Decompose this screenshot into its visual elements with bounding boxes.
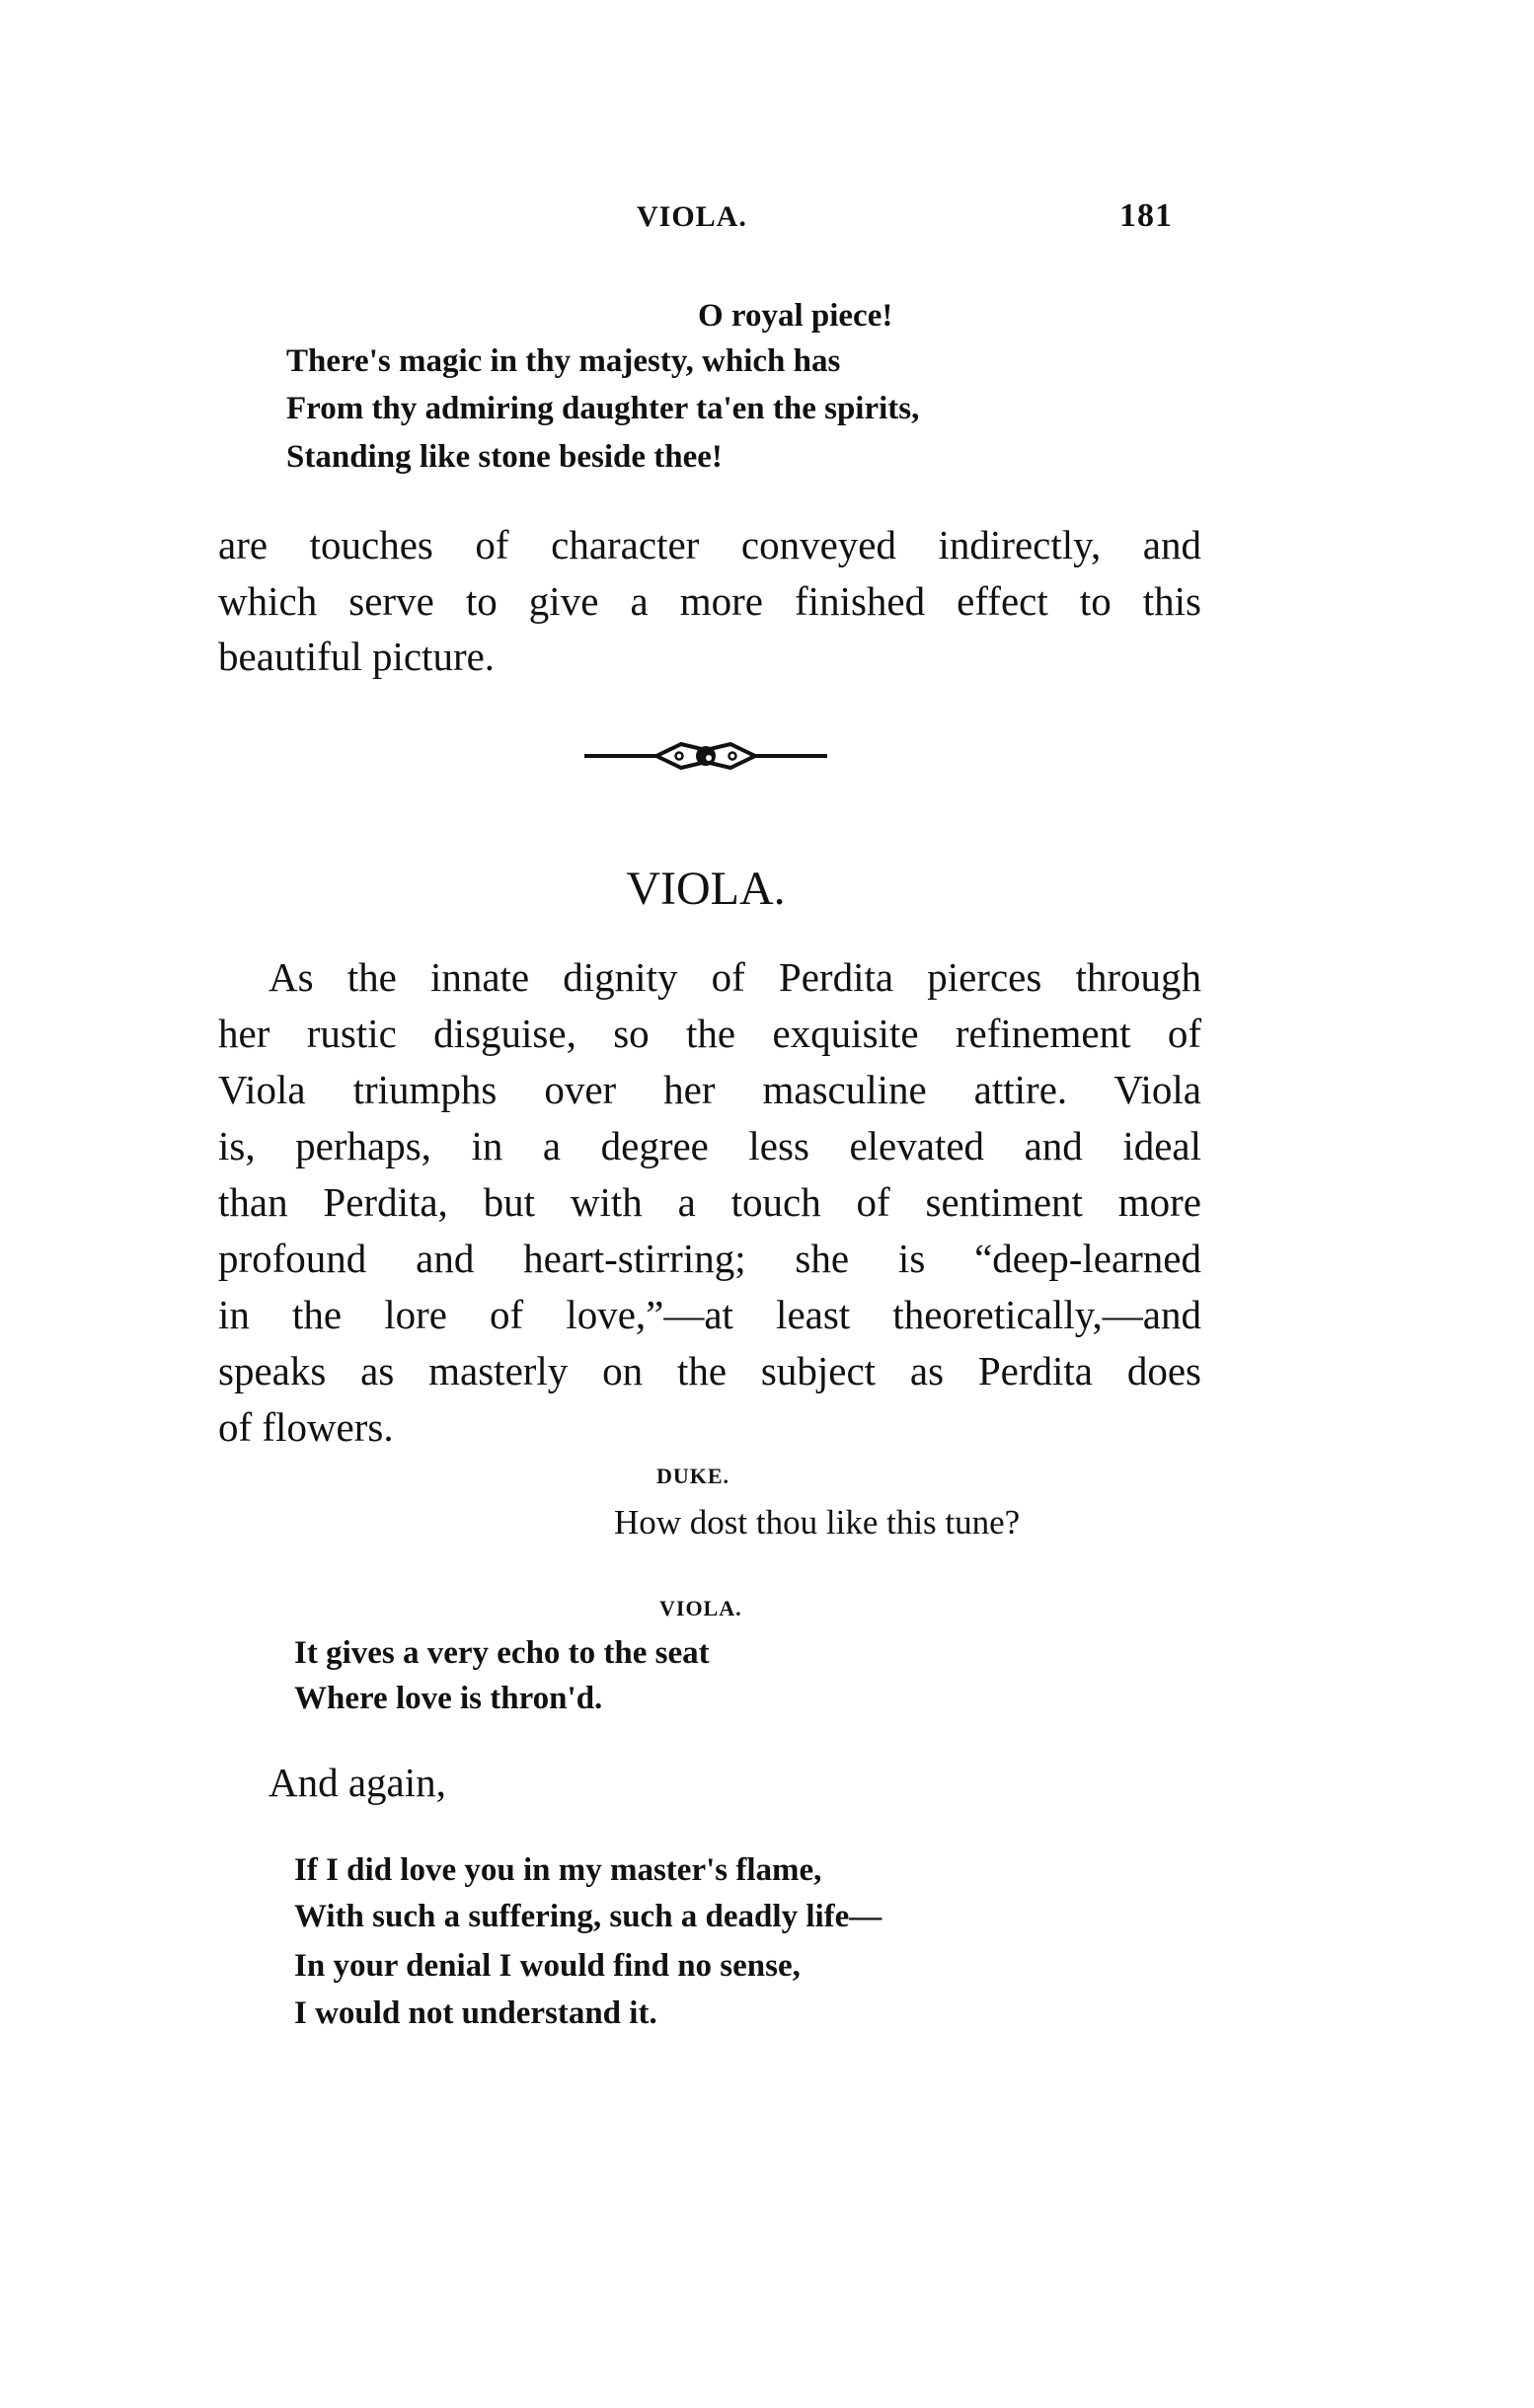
verse-line: How dost thou like this tune? <box>614 1503 1021 1542</box>
text-line: are touches of character conveyed indirectly, and <box>218 522 1201 567</box>
running-title: VIOLA. <box>637 200 747 233</box>
text-line: than Perdita, but with a touch of sentiment more <box>218 1179 1201 1225</box>
and-again-text: And again, <box>268 1760 446 1805</box>
page-number: 181 <box>1119 197 1173 234</box>
text-line: profound and heart-stirring; she is “deep-learned <box>218 1236 1201 1281</box>
text-line: As the innate dignity of Perdita pierces through <box>268 954 1201 1000</box>
verse-line: With such a suffering, such a deadly life— <box>294 1899 882 1934</box>
text-line: her rustic disguise, so the exquisite refinement of <box>218 1011 1201 1056</box>
section-title: VIOLA. <box>626 863 786 915</box>
speaker-name: DUKE. <box>656 1464 730 1488</box>
text-line: is, perhaps, in a degree less elevated and ideal <box>218 1123 1201 1168</box>
verse-line: In your denial I would find no sense, <box>294 1948 801 1984</box>
verse-line: Where love is thron'd. <box>294 1681 603 1716</box>
text-line: in the lore of love,”—at least theoretically,—and <box>218 1292 1201 1337</box>
verse-line: From thy admiring daughter ta'en the spirits, <box>286 391 920 426</box>
verse-line: It gives a very echo to the seat <box>294 1635 710 1671</box>
text-line: speaks as masterly on the subject as Perdita does <box>218 1348 1201 1393</box>
verse-line: If I did love you in my master's flame, <box>294 1852 822 1888</box>
verse-line: Standing like stone beside thee! <box>286 439 723 475</box>
verse-line: There's magic in thy majesty, which has <box>286 343 841 379</box>
ornament-divider-icon <box>582 738 829 774</box>
text-line: which serve to give a more finished effect to this <box>218 578 1201 624</box>
text-line: beautiful picture. <box>218 634 496 679</box>
verse-line: I would not understand it. <box>294 1995 657 2031</box>
speaker-name: VIOLA. <box>659 1596 742 1620</box>
text-line: of flowers. <box>218 1404 394 1450</box>
text-line: Viola triumphs over her masculine attire. Viola <box>218 1067 1201 1112</box>
verse-line: O royal piece! <box>698 298 893 334</box>
